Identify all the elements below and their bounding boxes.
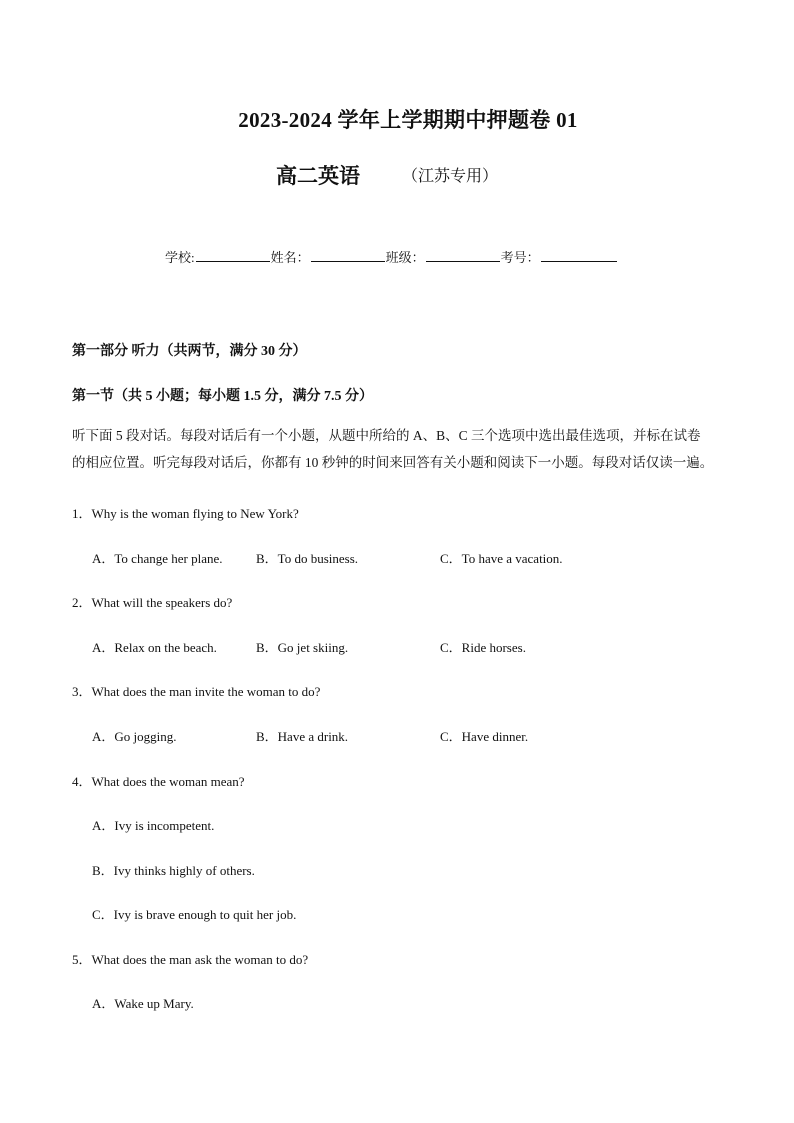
question-1-option-c[interactable]: C．To have a vacation.: [440, 551, 563, 566]
name-blank[interactable]: [311, 249, 385, 262]
question-3-stem: 3．What does the man invite the woman to do?: [72, 684, 321, 699]
question-1-option-a[interactable]: A．To change her plane.: [92, 551, 223, 566]
exam-title: 2023-2024 学年上学期期中押题卷 01: [238, 108, 578, 132]
name-label: 姓名：: [270, 250, 310, 265]
question-4-option-b[interactable]: B．Ivy thinks highly of others.: [92, 863, 255, 878]
question-3-option-b[interactable]: B．Have a drink.: [256, 729, 349, 744]
question-4-stem: 4．What does the woman mean?: [72, 774, 245, 789]
school-label: 学校:: [165, 250, 195, 265]
question-4-option-a[interactable]: A．Ivy is incompetent.: [92, 818, 215, 833]
question-1-stem: 1．Why is the woman flying to New York?: [72, 506, 299, 521]
question-5-stem: 5．What does the man ask the woman to do?: [72, 952, 309, 967]
question-2-option-a[interactable]: A．Relax on the beach.: [92, 640, 217, 655]
question-2-option-b[interactable]: B．Go jet skiing.: [256, 640, 349, 655]
question-4-option-c[interactable]: C．Ivy is brave enough to quit her job.: [92, 907, 297, 922]
edition-note: （江苏专用）: [402, 168, 499, 185]
question-1-option-b[interactable]: B．To do business.: [256, 551, 359, 566]
part1-heading: 第一部分 听力（共两节，满分 30 分）: [72, 344, 307, 359]
student-info-line: [165, 247, 618, 266]
school-blank[interactable]: [196, 249, 270, 262]
question-3-option-a[interactable]: A．Go jogging.: [92, 729, 177, 744]
question-3-option-c[interactable]: C．Have dinner.: [440, 729, 529, 744]
subject-title: 高二英语: [276, 164, 360, 188]
exam-no-label: 考号：: [500, 250, 540, 265]
question-2-stem: 2．What will the speakers do?: [72, 595, 233, 610]
question-2-option-c[interactable]: C．Ride horses.: [440, 640, 526, 655]
exam-no-blank[interactable]: [541, 249, 617, 262]
question-5-option-a[interactable]: A．Wake up Mary.: [92, 996, 194, 1011]
section1-heading: 第一节（共 5 小题；每小题 1.5 分，满分 7.5 分）: [72, 389, 373, 404]
class-label: 班级：: [385, 250, 425, 265]
instructions-line-2: 的相应位置。听完每段对话后，你都有 10 秒钟的时间来回答有关小题和阅读下一小题。每段对话仅读一遍。: [72, 455, 714, 470]
class-blank[interactable]: [426, 249, 500, 262]
instructions-line-1: 听下面 5 段对话。每段对话后有一个小题，从题中所给的 A、B、C 三个选项中选出最佳选项，并标在试卷: [72, 428, 701, 443]
